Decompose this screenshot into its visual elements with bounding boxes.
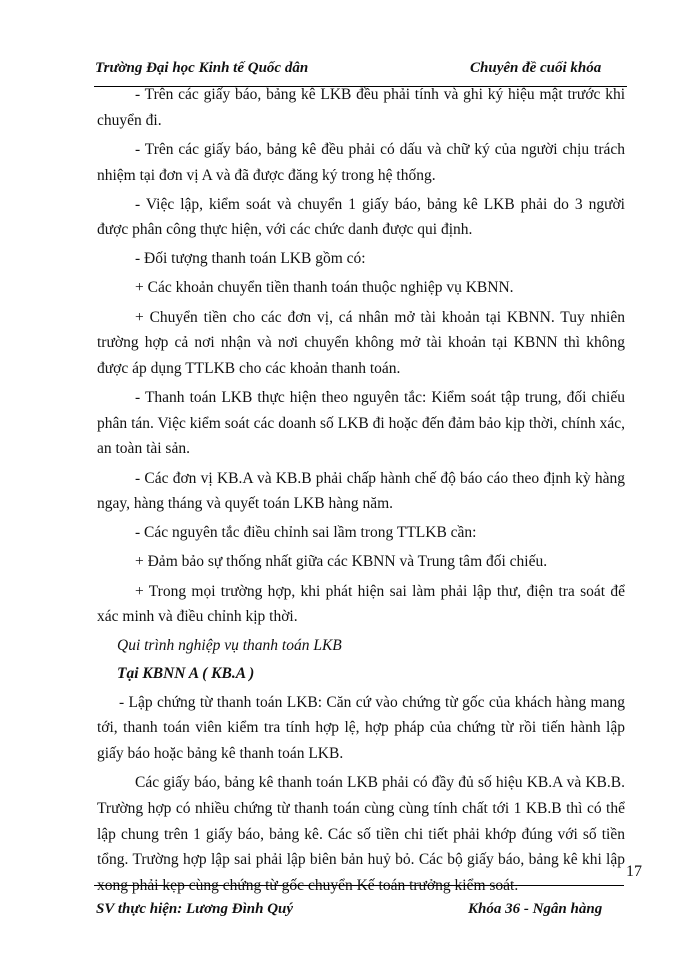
unit-heading: Tại KBNN A ( KB.A ) [117, 665, 255, 683]
body-paragraph: - Thanh toán LKB thực hiện theo nguyên tắc: Kiểm soát tập trung, đối chiếu phân tán. Việc kiểm soát các doanh số LKB đi hoặc đến đảm bảo kịp thời, chính xác, an toàn tài sản. [97, 389, 625, 458]
body-paragraph: - Việc lập, kiểm soát và chuyển 1 giấy báo, bảng kê LKB phải do 3 người được phân công thực hiện, với các chức danh được qui định. [97, 195, 625, 239]
body-paragraph: - Các nguyên tắc điều chỉnh sai lầm trong TTLKB cần: [135, 524, 477, 542]
header-document-title: Chuyên đề cuối khóa [470, 60, 602, 76]
body-paragraph: - Trên các giấy báo, bảng kê LKB đều phải tính và ghi ký hiệu mật trước khi chuyển đi. [97, 86, 625, 129]
header-school-name: Trường Đại học Kinh tế Quốc dân [95, 60, 309, 76]
footer-course: Khóa 36 - Ngân hàng [468, 901, 603, 917]
body-paragraph: Các giấy báo, bảng kê thanh toán LKB phải có đầy đủ số hiệu KB.A và KB.B. Trường hợp có nhiều chứng từ thanh toán cùng cùng tính chất tới 1 KB.B thì có thể lập chung trên 1 giấy báo, bảng kê. Các số tiền chi tiết phải khớp đúng với số tiền tổng. Trường hợp lập sai phải lập biên bản huỷ bỏ. Các bộ giấy báo, bảng kê khi lập xong phải kẹp cùng chứng từ gốc chuyển Kế toán trưởng kiểm soát. [97, 774, 625, 895]
body-paragraph: - Các đơn vị KB.A và KB.B phải chấp hành chế độ báo cáo theo định kỳ hàng ngay, hàng tháng và quyết toán LKB hàng năm. [97, 469, 625, 513]
body-paragraph: + Các khoản chuyển tiền thanh toán thuộc nghiệp vụ KBNN. [135, 279, 514, 297]
body-paragraph: - Trên các giấy báo, bảng kê đều phải có dấu và chữ ký của người chịu trách nhiệm tại đơn vị A và đã được đăng ký trong hệ thống. [97, 140, 625, 184]
body-paragraph: - Lập chứng từ thanh toán LKB: Căn cứ vào chứng từ gốc của khách hàng mang tới, thanh toán viên kiểm tra tính hợp lệ, hợp pháp của chứng từ rồi tiến hành lập giấy báo hoặc bảng kê thanh toán LKB. [97, 693, 625, 763]
body-paragraph: - Đối tượng thanh toán LKB gồm có: [135, 250, 366, 268]
footer-author: SV thực hiện: Lương Đình Quý [96, 901, 294, 917]
body-paragraph: + Trong mọi trường hợp, khi phát hiện sai làm phải lập thư, điện tra soát để xác minh và điều chỉnh kịp thời. [97, 582, 625, 626]
body-paragraph: + Chuyển tiền cho các đơn vị, cá nhân mở tài khoản tại KBNN. Tuy nhiên trường hợp cả nơi nhận và nơi chuyển không mở tài khoản tại KBNN thì không được áp dụng TTLKB cho các khoản thanh toán. [97, 308, 625, 377]
body-paragraph: + Đảm bảo sự thống nhất giữa các KBNN và Trung tâm đối chiếu. [135, 553, 548, 571]
page-number: 17 [626, 863, 642, 880]
page-body [97, 82, 625, 902]
section-heading: Qui trình nghiệp vụ thanh toán LKB [117, 637, 342, 655]
footer-rule [94, 885, 624, 886]
